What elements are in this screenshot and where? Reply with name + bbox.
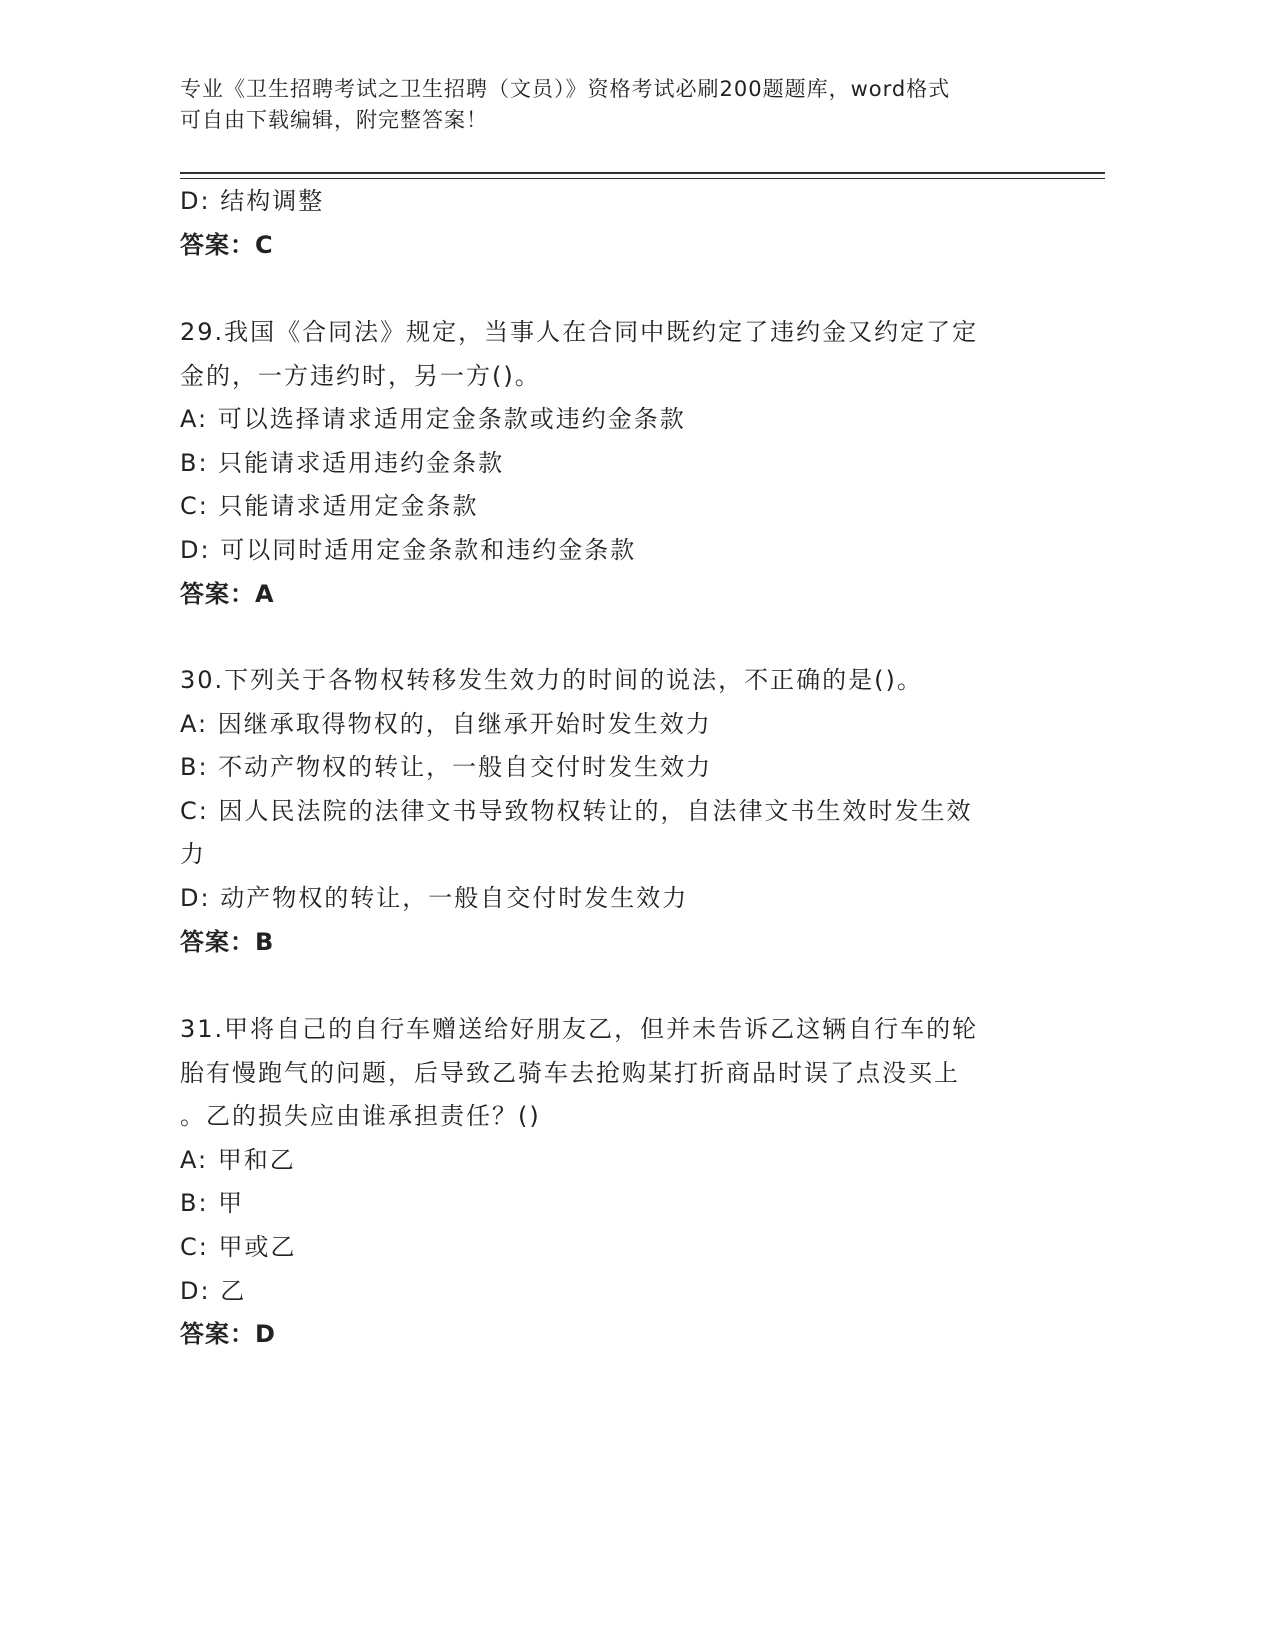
option-b: B: 只能请求适用违约金条款 [180,448,505,477]
question-stem-line: 胎有慢跑气的问题，后导致乙骑车去抢购某打折商品时误了点没买上 [180,1058,960,1087]
option-c: C: 因人民法院的法律文书导致物权转让的，自法律文书生效时发生效 [180,796,973,825]
question-stem-line: 30.下列关于各物权转移发生效力的时间的说法，不正确的是()。 [180,666,923,694]
question-stem-line: 29.我国《合同法》规定，当事人在合同中既约定了违约金又约定了定 [180,318,979,346]
option-b: B: 不动产物权的转让，一般自交付时发生效力 [180,753,713,782]
option-b: B: 甲 [180,1189,245,1218]
option-a: A: 因继承取得物权的，自继承开始时发生效力 [180,709,712,738]
option-d: D: 结构调整 [180,187,325,215]
question-stem-line: 金的，一方违约时，另一方()。 [180,361,541,390]
question-stem-line: 。乙的损失应由谁承担责任？() [180,1102,541,1131]
answer-line: 答案：D [180,1320,276,1349]
answer-line: 答案：A [180,579,275,608]
question-block-previous [180,180,1040,267]
option-d: D: 乙 [180,1276,247,1305]
answer-line: 答案：B [180,927,275,956]
question-stem-line: 31.甲将自己的自行车赠送给好朋友乙，但并未告诉乙这辆自行车的轮 [180,1015,979,1043]
header-divider-thick [180,172,1105,174]
option-d: D: 可以同时适用定金条款和违约金条款 [180,535,637,564]
document-header [180,74,1060,136]
answer-line: 答案：C [180,230,274,259]
question-block-29 [180,311,1040,616]
header-line-1: 专业《卫生招聘考试之卫生招聘（文员）》资格考试必刷200题题库，word格式 [180,77,951,101]
option-a: A: 甲和乙 [180,1145,296,1174]
question-block-30 [180,659,1040,964]
option-c-continued: 力 [180,840,206,869]
header-divider-thin [180,178,1105,179]
option-a: A: 可以选择请求适用定金条款或违约金条款 [180,405,686,434]
question-block-31 [180,1008,1040,1357]
option-d: D: 动产物权的转让，一般自交付时发生效力 [180,883,689,912]
option-c: C: 甲或乙 [180,1232,297,1261]
header-line-2: 可自由下载编辑，附完整答案！ [180,108,488,132]
option-c: C: 只能请求适用定金条款 [180,492,479,521]
